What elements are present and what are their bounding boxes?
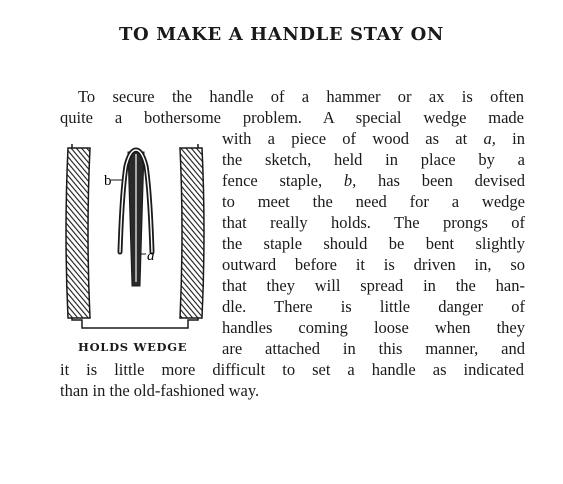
text-line: to meet the need for a wedge — [222, 192, 525, 211]
text-line: it is little more difficult to set a handle as indicated — [60, 360, 524, 379]
text-line: quite a bothersome problem. A special wedge made — [60, 108, 524, 127]
label-b: b — [104, 173, 112, 189]
wedge-illustration — [60, 142, 210, 332]
text-line: that they will spread in the han- — [222, 276, 525, 295]
right-head-section — [180, 148, 204, 318]
text-line: the staple should be bent slightly — [222, 234, 525, 253]
text-line: than in the old-fashioned way. — [60, 381, 260, 400]
text-line: outward before it is driven in, so — [222, 255, 525, 274]
text-line: that really holds. The prongs of — [222, 213, 525, 232]
article-title: TO MAKE A HANDLE STAY ON — [119, 24, 444, 45]
text-line: handles coming loose when they — [222, 318, 525, 337]
label-a: a — [147, 248, 155, 264]
figure-caption: HOLDS WEDGE — [78, 340, 188, 354]
text-line: To secure the handle of a hammer or ax is often — [78, 87, 524, 106]
text-line: dle. There is little danger of — [222, 297, 525, 316]
text-line: with a piece of wood as at a, in — [222, 129, 525, 148]
inline-ref-b: b, — [343, 171, 357, 190]
text-line: fence staple, b, has been devised — [222, 171, 525, 190]
text-line: are attached in this manner, and — [222, 339, 525, 358]
text-line: the sketch, held in place by a — [222, 150, 525, 169]
left-head-section — [66, 148, 90, 318]
inline-ref-a: a, — [483, 129, 496, 148]
